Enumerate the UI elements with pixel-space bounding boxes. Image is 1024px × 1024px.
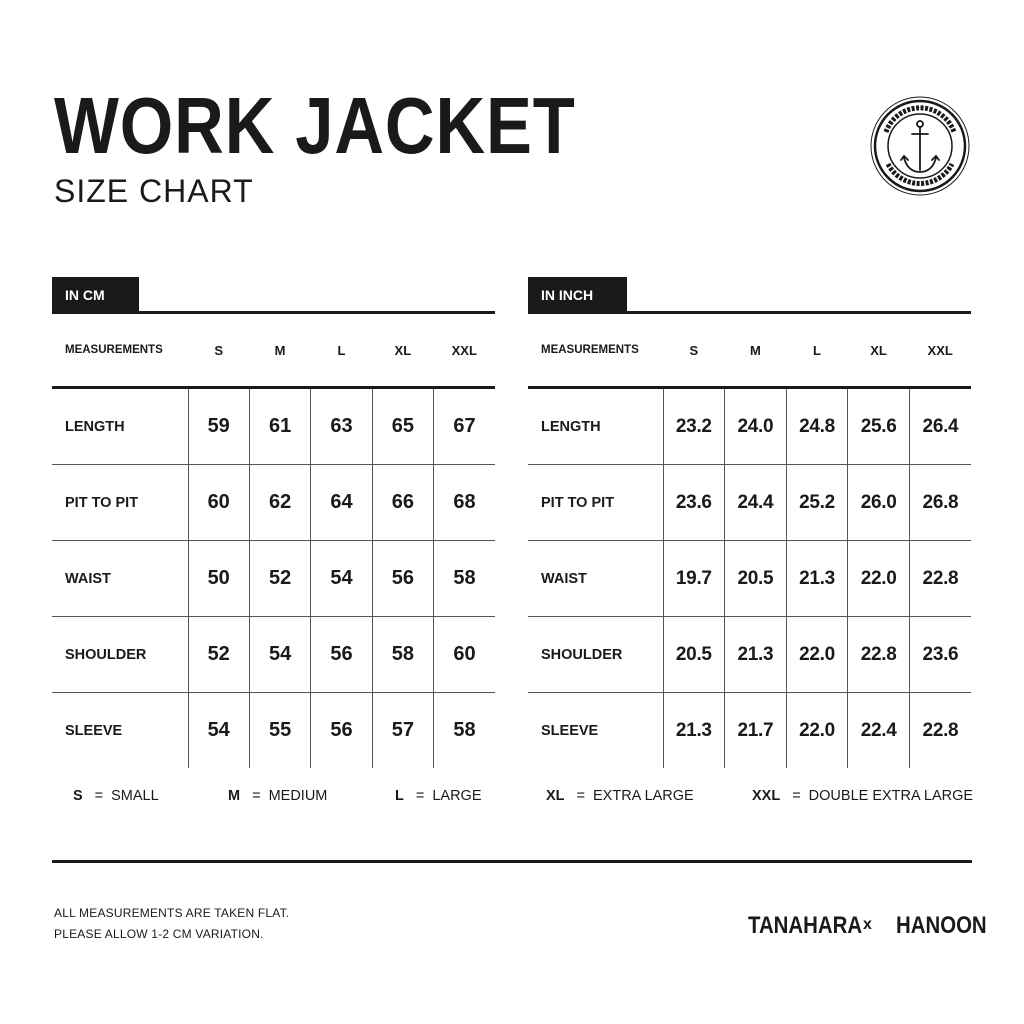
table-cell: 62: [249, 465, 310, 541]
table-cell: 24.4: [725, 465, 787, 541]
variation-note: PLEASE ALLOW 1-2 CM VARIATION.: [54, 927, 264, 941]
table-cell: 67: [434, 388, 495, 465]
size-header: L: [786, 314, 848, 388]
table-cell: 59: [188, 388, 249, 465]
size-table-inch: [528, 277, 971, 768]
legend-eq: =: [94, 788, 104, 804]
size-header: XXL: [909, 314, 971, 388]
table-row: [52, 617, 495, 693]
table-row: [52, 465, 495, 541]
table-cell: 26.0: [848, 465, 910, 541]
table-cell: 22.8: [909, 693, 971, 769]
table-cell: 58: [434, 541, 495, 617]
table-cell: 21.3: [725, 617, 787, 693]
table-row: [52, 541, 495, 617]
legend-eq: =: [252, 788, 261, 804]
size-table-cm: [52, 277, 495, 768]
measurement-note: ALL MEASUREMENTS ARE TAKEN FLAT.: [54, 906, 290, 920]
table-cell: 20.5: [725, 541, 787, 617]
table-cell: 52: [188, 617, 249, 693]
table-row: [528, 693, 971, 769]
table-row: [52, 388, 495, 465]
unit-tab-cm: IN CM: [52, 277, 139, 311]
table-cell: 24.0: [725, 388, 787, 465]
table-cell: 61: [249, 388, 310, 465]
table-cell: 58: [434, 693, 495, 769]
legend-meaning: MEDIUM: [268, 788, 328, 804]
legend-meaning: DOUBLE EXTRA LARGE: [808, 788, 974, 804]
size-header: XXL: [434, 314, 495, 388]
size-header: XL: [372, 314, 433, 388]
legend-item: [546, 788, 694, 804]
table-cell: 54: [311, 541, 372, 617]
legend-meaning: EXTRA LARGE: [593, 788, 694, 804]
table-cell: 58: [372, 617, 433, 693]
legend-item: [73, 788, 159, 804]
legend-code: XXL: [752, 788, 781, 804]
table-header-row: [528, 314, 971, 388]
table-cell: 23.6: [663, 465, 725, 541]
table-cell: 66: [372, 465, 433, 541]
table-cell: 24.8: [786, 388, 848, 465]
table-cell: 22.0: [786, 617, 848, 693]
table-cell: 25.6: [848, 388, 910, 465]
table-cell: 22.0: [786, 693, 848, 769]
row-label: PIT TO PIT: [52, 465, 188, 541]
brand-seal-logo: [868, 92, 972, 200]
table-cell: 21.7: [725, 693, 787, 769]
table-cell: 60: [434, 617, 495, 693]
legend-eq: =: [415, 788, 425, 804]
table-cell: 56: [311, 693, 372, 769]
row-label: SLEEVE: [65, 722, 123, 739]
brand-separator: x: [863, 916, 872, 933]
page-title: WORK JACKET: [54, 81, 576, 170]
table-header-row: [52, 314, 495, 388]
table-cell: 50: [188, 541, 249, 617]
table-row: [528, 617, 971, 693]
divider: [52, 860, 972, 863]
table-cell: 60: [188, 465, 249, 541]
row-label: PIT TO PIT: [528, 465, 663, 541]
legend-item: [228, 788, 327, 804]
table-row: [52, 693, 495, 769]
size-header: S: [663, 314, 725, 388]
table-cell: 68: [434, 465, 495, 541]
legend-code: S: [73, 788, 83, 804]
table-cell: 20.5: [663, 617, 725, 693]
row-label: LENGTH: [52, 388, 188, 465]
table-cell: 54: [249, 617, 310, 693]
legend-item: [752, 788, 973, 804]
table-cell: 65: [372, 388, 433, 465]
legend-meaning: SMALL: [111, 788, 159, 804]
measurements-header: MEASUREMENTS: [528, 314, 663, 388]
table-cell: 22.8: [848, 617, 910, 693]
row-label: WAIST: [52, 541, 188, 617]
table-cell: 22.0: [848, 541, 910, 617]
table-cell: 23.6: [909, 617, 971, 693]
table-cell: 54: [188, 693, 249, 769]
legend-code: L: [395, 788, 404, 804]
brand-hanoon: HANOON: [896, 912, 987, 939]
table-row: [528, 465, 971, 541]
inch-table: [528, 314, 971, 768]
measurements-header: MEASUREMENTS: [52, 314, 188, 388]
table-cell: 26.4: [909, 388, 971, 465]
table-cell: 55: [249, 693, 310, 769]
table-cell: 19.7: [663, 541, 725, 617]
row-label: WAIST: [528, 541, 663, 617]
size-header: S: [188, 314, 249, 388]
size-header: L: [311, 314, 372, 388]
table-row: [528, 541, 971, 617]
table-cell: 57: [372, 693, 433, 769]
unit-tab-inch: IN INCH: [528, 277, 627, 311]
row-label: SHOULDER: [52, 617, 188, 693]
size-header: M: [249, 314, 310, 388]
row-label: SHOULDER: [528, 617, 663, 693]
table-cell: 26.8: [909, 465, 971, 541]
legend-eq: =: [792, 788, 801, 804]
legend-meaning: LARGE: [432, 788, 482, 804]
row-label: LENGTH: [528, 388, 663, 465]
row-label: SLEEVE: [541, 722, 599, 739]
legend-code: XL: [546, 788, 565, 804]
legend-item: [395, 788, 482, 804]
table-cell: 22.8: [909, 541, 971, 617]
table-row: [528, 388, 971, 465]
cm-table: [52, 314, 495, 768]
table-cell: 21.3: [786, 541, 848, 617]
table-cell: 21.3: [663, 693, 725, 769]
table-cell: 63: [311, 388, 372, 465]
size-header: M: [725, 314, 787, 388]
anchor-icon: [901, 121, 939, 172]
table-cell: 52: [249, 541, 310, 617]
table-cell: 25.2: [786, 465, 848, 541]
table-cell: 64: [311, 465, 372, 541]
table-cell: 23.2: [663, 388, 725, 465]
table-cell: 22.4: [848, 693, 910, 769]
table-cell: 56: [311, 617, 372, 693]
table-cell: 56: [372, 541, 433, 617]
page-subtitle: SIZE CHART: [54, 173, 254, 209]
brand-tanahara: TANAHARA: [748, 912, 863, 939]
legend-eq: =: [576, 788, 585, 804]
size-header: XL: [848, 314, 910, 388]
legend-code: M: [228, 788, 241, 804]
